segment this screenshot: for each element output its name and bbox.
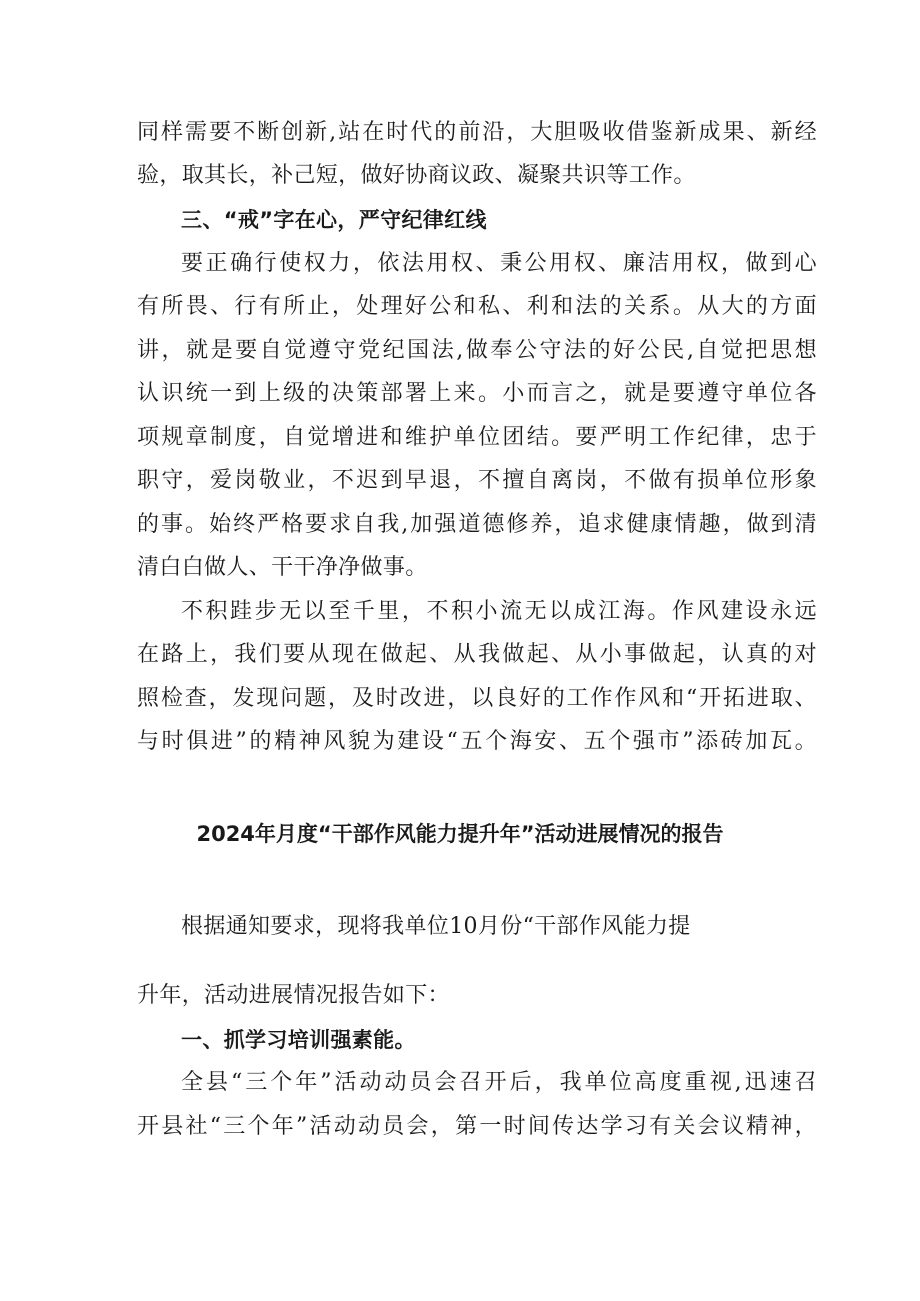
section-heading: 三、“戒”字在心，严守纪律红线 [181, 208, 487, 232]
intro-line: 根据通知要求，现将我单位10月份“干部作风能力提 [181, 914, 691, 939]
paragraph-line: 有所畏、行有所止，处理好公和私、利和法的关系。从大的方面 [137, 294, 817, 319]
paragraph-line: 项规章制度，自觉增进和维护单位团结。要严明工作纪律，忠于 [137, 425, 817, 450]
intro-line: 升年，活动进展情况报告如下： [137, 983, 450, 1008]
paragraph-line: 开县社“三个年”活动动员会，第一时间传达学习有关会议精神， [137, 1114, 817, 1139]
paragraph-line: 职守，爱岗敬业，不迟到早退，不擅自离岗，不做有损单位形象 [137, 468, 817, 493]
paragraph-line: 要正确行使权力，依法用权、秉公用权、廉洁用权，做到心 [181, 251, 817, 276]
paragraph-line: 的事。始终严格要求自我,加强道德修养，追求健康情趣，做到清 [137, 512, 817, 537]
paragraph-line: 在路上，我们要从现在做起、从我做起、从小事做起，认真的对 [137, 642, 817, 667]
report-title: 2024年月度“干部作风能力提升年”活动进展情况的报告 [196, 822, 724, 846]
paragraph-line: 同样需要不断创新,站在时代的前沿，大胆吸收借鉴新成果、新经 [137, 120, 817, 145]
paragraph-line: 不积跬步无以至千里，不积小流无以成江海。作风建设永远 [181, 599, 817, 624]
paragraph-line: 全县“三个年”活动动员会召开后，我单位高度重视,迅速召 [181, 1070, 817, 1095]
paragraph-line: 认识统一到上级的决策部署上来。小而言之，就是要遵守单位各 [137, 381, 817, 406]
paragraph-line: 清白白做人、干干净净做事。 [137, 555, 428, 580]
paragraph-line: 讲，就是要自觉遵守党纪国法,做奉公守法的好公民,自觉把思想 [137, 338, 817, 363]
paragraph-line: 与时俱进”的精神风貌为建设“五个海安、五个强市”添砖加瓦。 [137, 729, 817, 754]
paragraph-line: 验，取其长，补己短，做好协商议政、凝聚共识等工作。 [137, 163, 696, 188]
section-heading: 一、抓学习培训强素能。 [181, 1028, 416, 1052]
paragraph-line: 照检查，发现问题，及时改进，以良好的工作作风和“开拓进取、 [137, 686, 817, 711]
